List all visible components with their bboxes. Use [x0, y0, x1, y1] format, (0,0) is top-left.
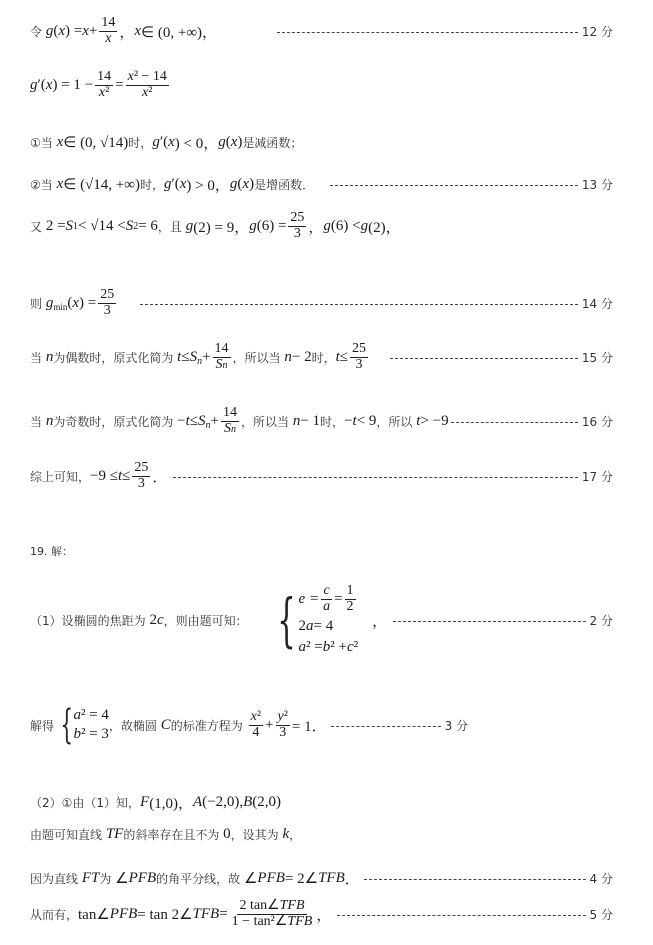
line-12: 解得 { a ² = 4 b ² = 3 ，故椭圆 C 的标准方程为 $\frac{\text{x²}}{4}$ + $\frac{\text{y²}}{3}$ = 1． 3 分 — [30, 702, 469, 748]
line-7: 当 n 为偶数时，原式化简为 t ≤ S n + $\frac{14}{Sn}$ ，所以当 n − 2 时， t ≤ $\frac{25}{3}$ 15 分 — [30, 340, 613, 372]
line-15: 因为直线 FT 为 ∠ PFB 的角平分线，故 ∠ PFB = 2∠ TFB ． 4 分 — [30, 869, 613, 888]
score-16: 16 分 — [581, 414, 613, 429]
score-12: 12 分 — [581, 24, 613, 39]
line-14: 由题可知直线 TF 的斜率存在且不为 0 ，设其为 k ， — [30, 825, 302, 842]
line-1: 令 g ( x ) = x + $\frac{14}{x}$ ， x ∈ (0, +∞)， 12 分 — [30, 14, 613, 46]
score-14: 14 分 — [581, 296, 613, 311]
line-16: 从而有， tan∠ PFB = tan 2∠ TFB = $\frac{\text{2 tan∠TFB}}{\text{1 − tan²∠TFB}}$ ， 5 分 — [30, 897, 613, 929]
line-3: ①当 x ∈ (0, √14) 时， g ′( x ) < 0， g ( x ) 是减函数； — [30, 133, 303, 152]
score-4: 4 分 — [589, 871, 613, 886]
line-6: 则 g min ( x ) = $\frac{25}{3}$ 14 分 — [30, 286, 613, 318]
line-5: 又 2 = S 1 < √14 < S 2 = 6 ，且 g (2) = 9， g (6) = $\frac{25}{3}$ ， g (6) < g (2)， — [30, 209, 401, 241]
line-2: g ′( x ) = 1 − $\frac{14}{\text{x²}}$ = $\frac{\text{x² − 14}}{\text{x²}}$ — [30, 68, 167, 100]
problem-19-heading: 19. 解： — [30, 545, 73, 558]
equation-system: { e = $\frac{c}{a}$ = $\frac{1}{2}$ 2 a = 4 a ² = b ² + c ² — [276, 582, 359, 656]
score-13: 13 分 — [581, 177, 613, 192]
score-15: 15 分 — [581, 350, 613, 365]
line-9: 综上可知， −9 ≤ t ≤ $\frac{25}{3}$ ． 17 分 — [30, 459, 613, 491]
line-8: 当 n 为奇数时，原式化简为 − t ≤ S n + $\frac{14}{Sn}$ ，所以当 n − 1 时， − t < 9 ，所以 t > −9 16 分 — [30, 404, 613, 436]
score-5: 5 分 — [589, 907, 613, 922]
line-11: （1）设椭圆的焦距为 2 c ，则由题可知： { e = $\frac{c}{a}$ = $\frac{1}{2}$ 2 a = 4 a ² = b ² + c ² ， 2 分 — [30, 582, 613, 656]
line-13: （2）①由（1）知， F (1,0)， A (−2,0), B (2,0) — [30, 793, 281, 812]
score-17: 17 分 — [581, 469, 613, 484]
score-2: 2 分 — [589, 613, 613, 628]
score-3: 3 分 — [444, 718, 469, 733]
line-4: ②当 x ∈ (√14, +∞) 时， g ′( x ) > 0， g ( x ) 是增函数． 13 分 — [30, 175, 613, 194]
